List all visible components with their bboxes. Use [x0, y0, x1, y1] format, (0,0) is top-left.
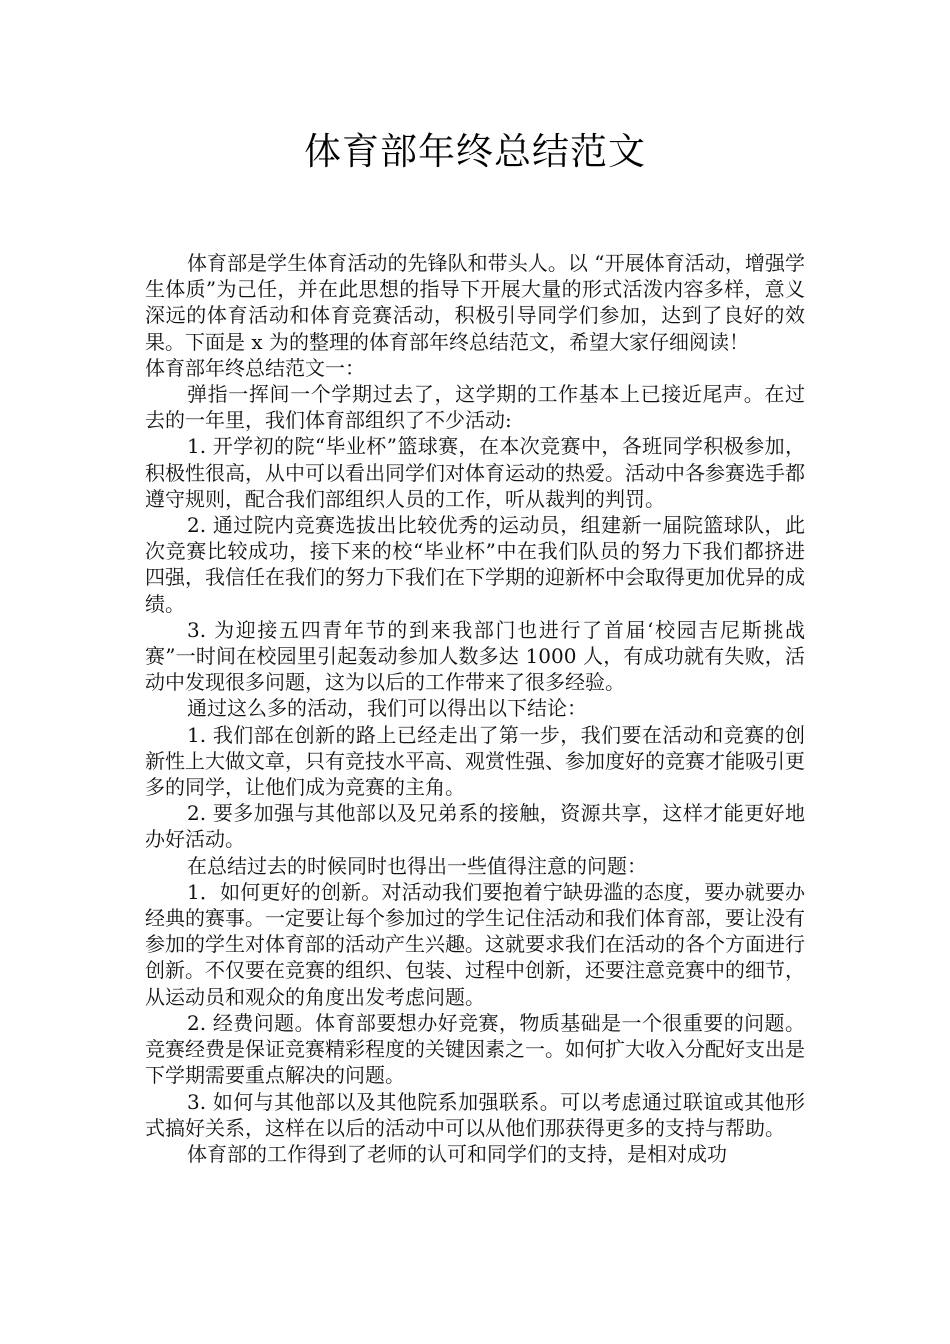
body-paragraph: 2. 经费问题。体育部要想办好竞赛，物质基础是一个很重要的问题。竞赛经费是保证竞赛精彩程度的关键因素之一。如何扩大收入分配好支出是下学期需要重点解决的问题。	[145, 1010, 805, 1088]
body-paragraph: 2. 通过院内竞赛选拔出比较优秀的运动员，组建新一届院篮球队，此次竞赛比较成功，接下来的校“毕业杯”中在我们队员的努力下我们都挤进四强，我信任在我们的努力下我们在下学期的迎新杯中会取得更加优异的成绩。	[145, 513, 805, 616]
body-paragraph: 3. 如何与其他部以及其他院系加强联系。可以考虑通过联谊或其他形式搞好关系，这样在以后的活动中可以从他们那获得更多的支持与帮助。	[145, 1089, 805, 1140]
body-paragraph: 通过这么多的活动，我们可以得出以下结论：	[187, 696, 587, 721]
document-body	[145, 250, 805, 1167]
body-paragraph: 体育部是学生体育活动的先锋队和带头人。以 “开展体育活动，增强学生体质”为己任，并在此思想的指导下开展大量的形式活泼内容多样，意义深远的体育活动和体育竞赛活动，积极引导同学们参加，达到了良好的效果。下面是 x 为的整理的体育部年终总结范文，希望大家仔细阅读！	[145, 251, 805, 354]
body-paragraph: 1．如何更好的创新。对活动我们要抱着宁缺毋滥的态度，要办就要办经典的赛事。一定要让每个参加过的学生记住活动和我们体育部，要让没有参加的学生对体育部的活动产生兴趣。这就要求我们在活动的各个方面进行创新。不仅要在竞赛的组织、包装、过程中创新，还要注意竞赛中的细节，从运动员和观众的角度出发考虑问题。	[145, 879, 805, 1009]
body-paragraph: 体育部年终总结范文一：	[145, 355, 365, 380]
body-paragraph: 体育部的工作得到了老师的认可和同学们的支持，是相对成功	[187, 1141, 727, 1166]
body-paragraph: 3. 为迎接五四青年节的到来我部门也进行了首届‘校园吉尼斯挑战赛”一时间在校园里引起轰动参加人数多达 1000 人，有成功就有失败，活动中发现很多问题，这为以后的工作带来了很多经验。	[145, 617, 805, 695]
body-paragraph: 在总结过去的时候同时也得出一些值得注意的问题：	[187, 853, 647, 878]
body-paragraph: 弹指一挥间一个学期过去了，这学期的工作基本上已接近尾声。在过去的一年里，我们体育部组织了不少活动:	[145, 382, 805, 433]
document-title: 体育部年终总结范文	[304, 130, 646, 173]
body-paragraph: 2. 要多加强与其他部以及兄弟系的接触，资源共享，这样才能更好地办好活动。	[145, 801, 805, 852]
body-paragraph: 1. 我们部在创新的路上已经走出了第一步，我们要在活动和竞赛的创新性上大做文章，只有竞技水平高、观赏性强、参加度好的竞赛才能吸引更多的同学，让他们成为竞赛的主角。	[145, 722, 805, 800]
body-paragraph: 1. 开学初的院“毕业杯”篮球赛，在本次竞赛中，各班同学积极参加，积极性很高，从中可以看出同学们对体育运动的热爱。活动中各参赛选手都遵守规则，配合我们部组织人员的工作，听从裁判的判罚。	[145, 434, 805, 511]
